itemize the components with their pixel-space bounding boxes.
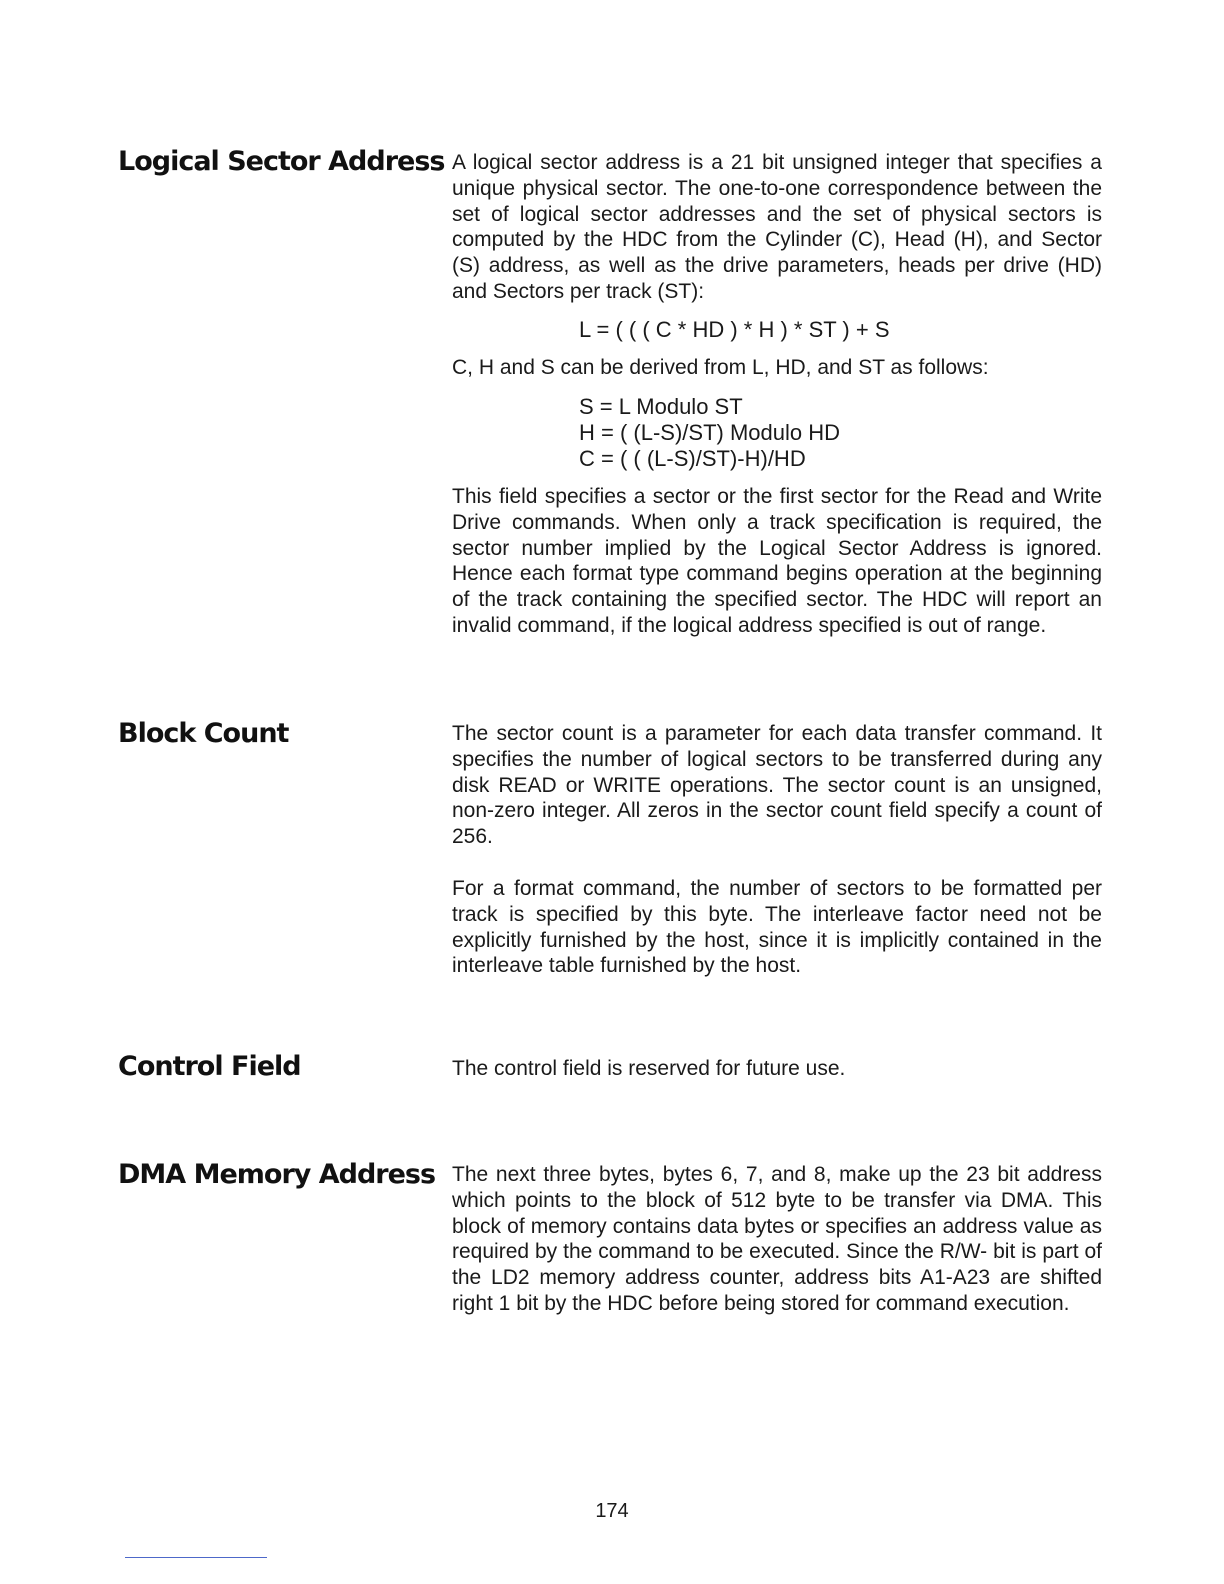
formula-head: H = ( (L-S)/ST) Modulo HD bbox=[579, 420, 840, 445]
paragraph-derivation-intro: C, H and S can be derived from L, HD, and ST as follows: bbox=[452, 356, 989, 379]
page-number: 174 bbox=[595, 1500, 629, 1522]
formula-logical-address: L = ( ( ( C * HD ) * H ) * ST ) + S bbox=[579, 317, 890, 342]
paragraph-lsa-definition: A logical sector address is a 21 bit unsigned integer that specifies a unique physical sector. The one-to-one correspondence between the set of logical sector addresses and the set of physical sectors is computed by the HDC from the Cylinder (C), Head (H), and Sector (S) address, as well as the drive parameters, heads per drive (HD) and Sectors per track (ST): bbox=[452, 151, 1102, 303]
paragraph-sector-count: The sector count is a parameter for each data transfer command. It specifies the number of logical sectors to be transferred during any disk READ or WRITE operations. The sector count is an unsigned, non-zero integer. All zeros in the sector count field specify a count of 256. bbox=[452, 722, 1102, 849]
paragraph-control-field: The control field is reserved for future use. bbox=[452, 1057, 846, 1080]
paragraph-lsa-usage: This field specifies a sector or the first sector for the Read and Write Drive commands. When only a track specification is required, the sector number implied by the Logical Sector Address is ignored. Hence each format type command begins operation at the beginning of the track containing the specified sector. The HDC will report an invalid command, if the logical address specified is out of range. bbox=[452, 485, 1102, 637]
heading-logical-sector-address: Logical Sector Address bbox=[118, 146, 445, 177]
heading-control-field: Control Field bbox=[118, 1051, 301, 1082]
footer-rule bbox=[125, 1557, 267, 1558]
paragraph-dma-address: The next three bytes, bytes 6, 7, and 8, make up the 23 bit address which points to the block of 512 byte to be transfer via DMA. This block of memory contains data bytes or specifies an address value as required by the command to be executed. Since the R/W- bit is part of the LD2 memory address counter, address bits A1-A23 are shifted right 1 bit by the HDC before being stored for command execution. bbox=[452, 1163, 1102, 1315]
heading-block-count: Block Count bbox=[118, 718, 289, 749]
heading-dma-memory-address: DMA Memory Address bbox=[118, 1159, 436, 1190]
paragraph-format-count: For a format command, the number of sectors to be formatted per track is specified by this byte. The interleave factor need not be explicitly furnished by the host, since it is implicitly contained in the interleave table furnished by the host. bbox=[452, 877, 1102, 978]
formula-cylinder: C = ( ( (L-S)/ST)-H)/HD bbox=[579, 446, 806, 471]
formula-sector: S = L Modulo ST bbox=[579, 394, 743, 419]
